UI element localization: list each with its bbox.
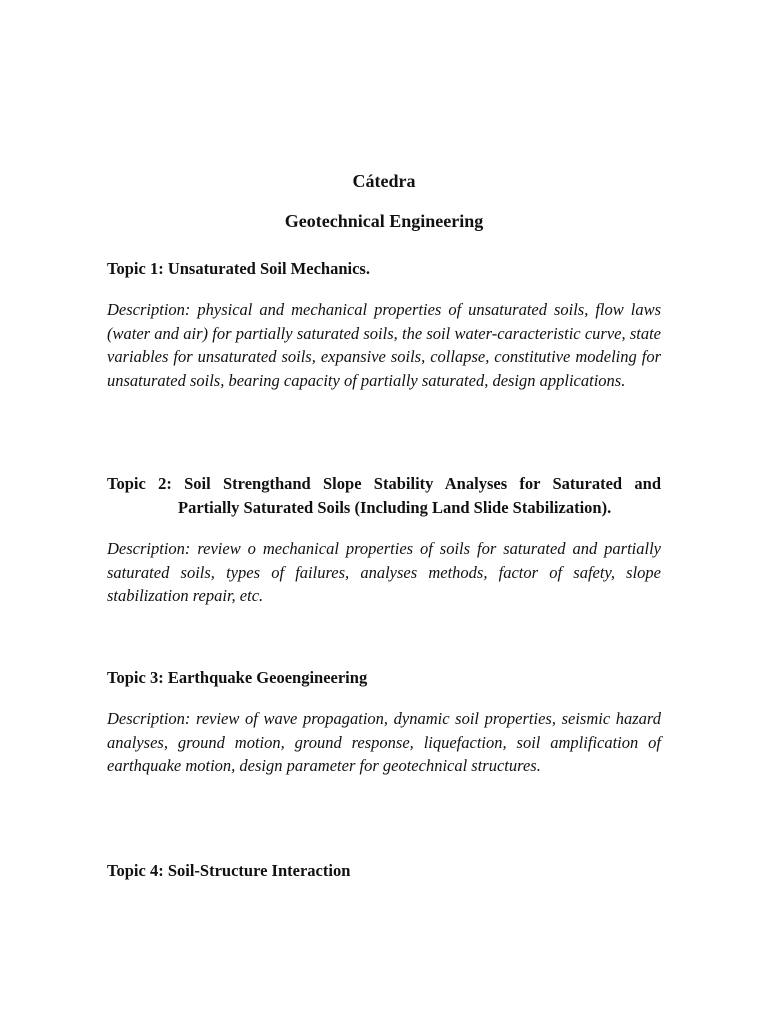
topic-1-heading: Topic 1: Unsaturated Soil Mechanics. — [107, 259, 370, 278]
document-subtitle: Geotechnical Engineering — [284, 211, 484, 231]
topic-2-description: Description: review o mechanical properties of soils for saturated and partially saturated soils, types of failures, analyses methods, factor of safety, slope stabilization repair, etc. — [107, 539, 661, 605]
topic-3-description: Description: review of wave propagation, dynamic soil properties, seismic hazard analyses, ground motion, ground response, liquefaction, soil amplification of earthquake motion, design parameter for geotechnical structures. — [107, 709, 661, 775]
topic-1-description: Description: physical and mechanical properties of unsaturated soils, flow laws (water and air) for partially saturated soils, the soil water-caracteristic curve, state variables for unsaturated soils, expansive soils, collapse, constitutive modeling for unsaturated soils, bearing capacity of partially saturated, design applications. — [107, 300, 661, 390]
topic-4-heading: Topic 4: Soil-Structure Interaction — [107, 861, 351, 880]
topic-3-heading: Topic 3: Earthquake Geoengineering — [107, 668, 368, 687]
topic-2-heading — [107, 472, 661, 520]
topic-2-heading-line-1: Topic 2: Soil Strengthand Slope Stability Analyses for Saturated and — [107, 474, 661, 493]
topic-2-heading-line-2: Partially Saturated Soils (Including Land Slide Stabilization). — [178, 498, 612, 517]
document-title: Cátedra — [352, 171, 416, 191]
